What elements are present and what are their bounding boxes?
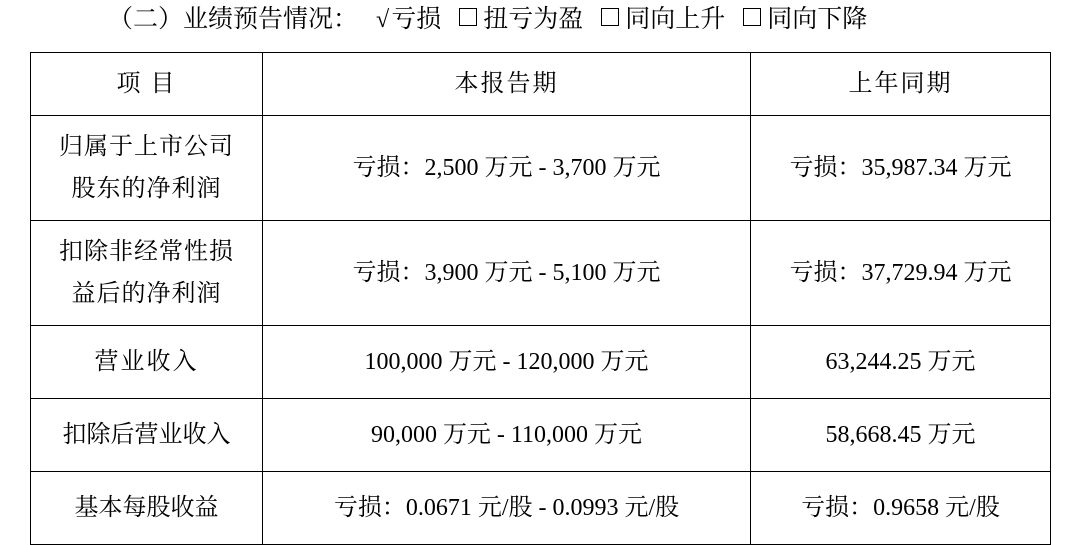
cell-current-revenue-adj: 90,000 万元 - 110,000 万元 (263, 399, 751, 472)
table-row (31, 399, 1051, 472)
row-item-line: 归属于上市公司 (59, 134, 234, 160)
row-item-revenue-adj: 扣除后营业收入 (31, 399, 263, 472)
row-item-net-profit-excl (31, 221, 263, 326)
table-row (31, 116, 1051, 221)
forecast-table (30, 52, 1051, 545)
cell-previous-revenue: 63,244.25 万元 (751, 326, 1051, 399)
table-row (31, 472, 1051, 545)
row-item-eps: 基本每股收益 (31, 472, 263, 545)
column-header-previous: 上年同期 (751, 53, 1051, 116)
column-header-item: 项 目 (31, 53, 263, 116)
option-same-direction-down (743, 4, 867, 36)
row-item-line: 益后的净利润 (71, 281, 222, 307)
row-item-line: 股东的净利润 (71, 176, 222, 202)
cell-previous-net-profit-excl: 亏损：37,729.94 万元 (751, 221, 1051, 326)
cell-previous-eps: 亏损：0.9658 元/股 (751, 472, 1051, 545)
forecast-heading (108, 4, 867, 36)
cell-current-revenue: 100,000 万元 - 120,000 万元 (263, 326, 751, 399)
option-same-direction-up-label: 同向上升 (625, 6, 726, 33)
checkbox-icon (459, 8, 477, 26)
row-item-revenue: 营业收入 (31, 326, 263, 399)
column-header-current: 本报告期 (263, 53, 751, 116)
cell-previous-net-profit: 亏损：35,987.34 万元 (751, 116, 1051, 221)
table-row (31, 326, 1051, 399)
option-turn-profit (459, 4, 583, 36)
row-item-line: 扣除非经常性损 (59, 239, 234, 265)
row-item-net-profit (31, 116, 263, 221)
table-header-row (31, 53, 1051, 116)
option-loss (376, 4, 441, 36)
option-same-direction-up (601, 4, 725, 36)
table-row (31, 221, 1051, 326)
option-turn-profit-label: 扭亏为盈 (483, 6, 584, 33)
checkbox-icon (743, 8, 761, 26)
cell-previous-revenue-adj: 58,668.45 万元 (751, 399, 1051, 472)
cell-current-net-profit-excl: 亏损：3,900 万元 - 5,100 万元 (263, 221, 751, 326)
checked-mark-icon: √ (376, 7, 390, 33)
cell-current-net-profit: 亏损：2,500 万元 - 3,700 万元 (263, 116, 751, 221)
option-loss-label: 亏损 (391, 6, 442, 33)
cell-current-eps: 亏损：0.0671 元/股 - 0.0993 元/股 (263, 472, 751, 545)
heading-label: （二）业绩预告情况： (108, 6, 359, 33)
checkbox-icon (601, 8, 619, 26)
option-same-direction-down-label: 同向下降 (767, 6, 868, 33)
